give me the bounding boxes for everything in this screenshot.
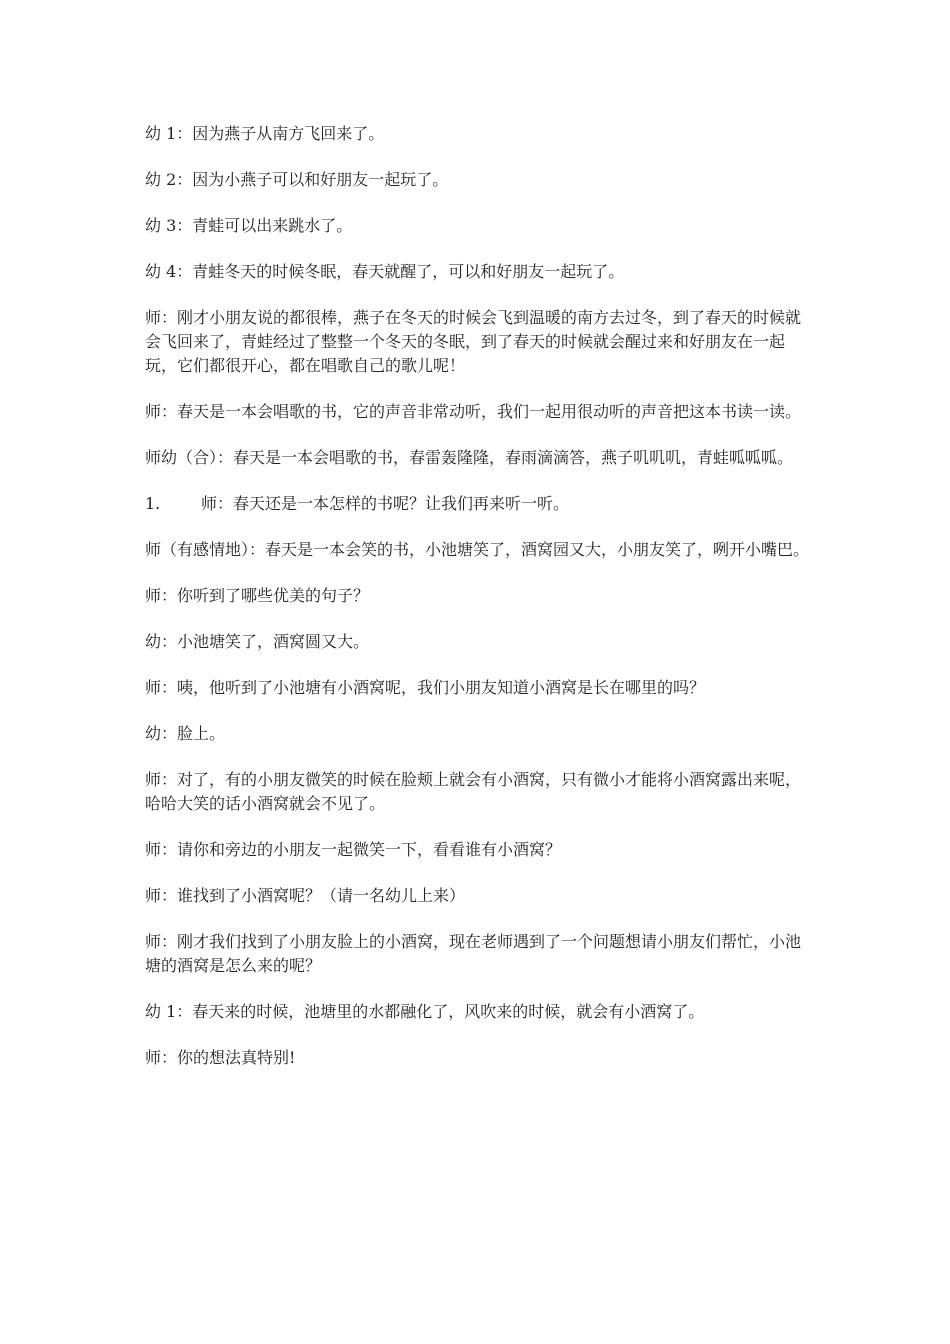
numbered-paragraph	[145, 492, 810, 516]
paragraph: 幼 1：春天来的时候，池塘里的水都融化了，风吹来的时候，就会有小酒窝了。	[145, 1002, 705, 1021]
paragraph: 师（有感情地）：春天是一本会笑的书，小池塘笑了，酒窝园又大，小朋友笑了，咧开小嘴巴。	[145, 540, 810, 559]
paragraph: 师：咦，他听到了小池塘有小酒窝呢，我们小朋友知道小酒窝是长在哪里的吗？	[145, 678, 706, 697]
paragraph: 幼 2：因为小燕子可以和好朋友一起玩了。	[145, 170, 449, 189]
paragraph: 幼 3：青蛙可以出来跳水了。	[145, 216, 353, 235]
paragraph: 师：你的想法真特别!	[145, 1048, 296, 1067]
paragraph: 幼 1：因为燕子从南方飞回来了。	[145, 124, 385, 143]
paragraph: 师：刚才我们找到了小朋友脸上的小酒窝，现在老师遇到了一个问题想请小朋友们帮忙，小池塘的酒窝是怎么来的呢？	[145, 932, 802, 975]
paragraph: 师：谁找到了小酒窝呢？（请一名幼儿上来）	[145, 886, 466, 905]
list-number: 1.	[145, 494, 161, 513]
paragraph: 幼 4：青蛙冬天的时候冬眠，春天就醒了，可以和好朋友一起玩了。	[145, 262, 625, 281]
paragraph: 师：对了，有的小朋友微笑的时候在脸颊上就会有小酒窝，只有微小才能将小酒窝露出来呢，哈哈大笑的话小酒窝就会不见了。	[145, 770, 802, 813]
paragraph: 幼：脸上。	[145, 724, 226, 743]
paragraph-text: 师：春天还是一本怎样的书呢？让我们再来听一听。	[201, 494, 570, 513]
paragraph: 幼：小池塘笑了，酒窝圆又大。	[145, 632, 370, 651]
paragraph: 师：春天是一本会唱歌的书，它的声音非常动听，我们一起用很动听的声音把这本书读一读。	[145, 402, 802, 421]
paragraph: 师：你听到了哪些优美的句子？	[145, 586, 370, 605]
document-body	[145, 122, 810, 1092]
paragraph: 师幼（合）：春天是一本会唱歌的书，春雷轰隆隆，春雨滴滴答，燕子叽叽叽，青蛙呱呱呱。	[145, 448, 794, 467]
paragraph: 师：请你和旁边的小朋友一起微笑一下，看看谁有小酒窝？	[145, 840, 562, 859]
paragraph: 师：刚才小朋友说的都很棒，燕子在冬天的时候会飞到温暖的南方去过冬，到了春天的时候就会飞回来了，青蛙经过了整整一个冬天的冬眠，到了春天的时候就会醒过来和好朋友在一起玩，它们都很开心，都在唱歌自己的歌儿呢！	[145, 308, 802, 375]
